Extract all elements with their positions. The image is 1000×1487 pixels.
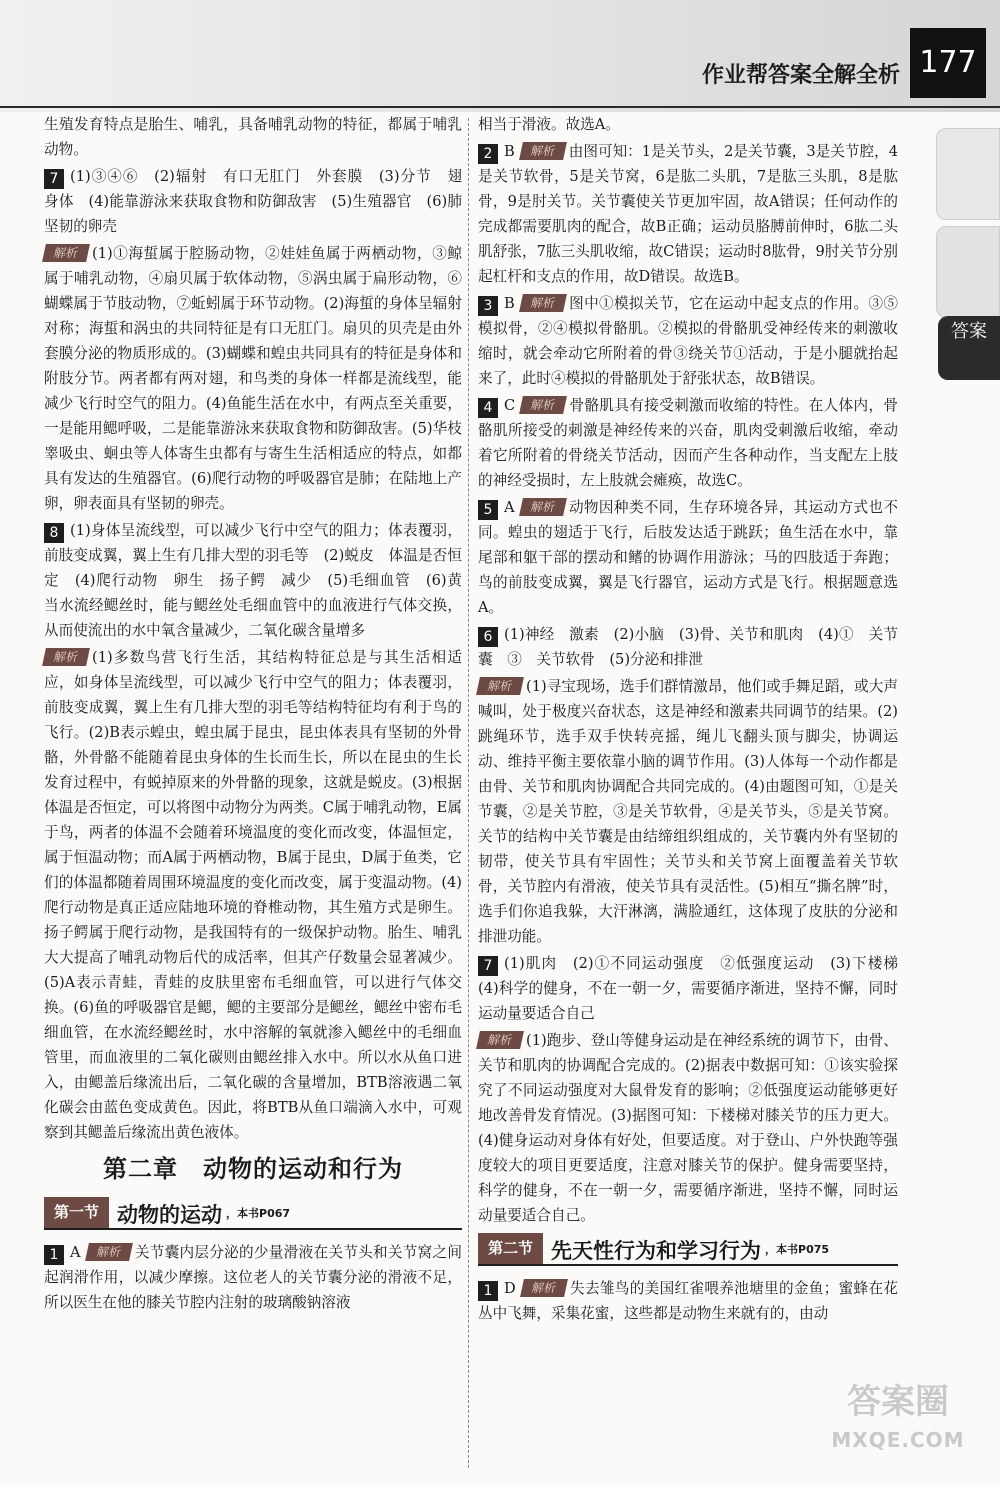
answer-choice: C [504,397,516,414]
watermark-logo-text: 答案圈 [847,1382,949,1422]
answer-choice: B [504,143,515,160]
question-8-analysis [44,645,462,1145]
s2-question-1 [478,1276,898,1326]
analysis-text: 关节囊内层分泌的少量滑液在关节头和关节窝之间起润滑作用，以减少摩擦。这位老人的关节囊分泌的滑液不足，所以医生在他的膝关节腔内注射的玻璃酸钠溶液 [44,1244,462,1311]
answer-text: (1)神经 激素 (2)小脑 (3)骨、关节和肌肉 (4)① 关节囊 ③ 关节软骨 (5)分泌和排泄 [478,626,898,668]
analysis-tag: 解析 [476,1031,524,1049]
question-7-answer [478,951,913,1026]
question-8-answer [44,518,477,643]
analysis-text: 由图可知：1是关节头，2是关节囊，3是关节腔，4是关节软骨，5是关节窝，6是肱二头肌，7是肱三头肌，8是肱骨，9是肘关节。关节囊使关节更加牢固，故A错误；任何动作的完成都需要肌肉的配合，故B正确；运动员胳膊前伸时，6肱二头肌舒张，7肱三头肌收缩，故C错误；运动时8肱骨，9肘关节分别起杠杆和支点的作用，故D错误。故选B。 [478,143,898,285]
chapter-title: 第二章 动物的运动和行为 [103,1155,403,1183]
answer-choice: B [504,295,515,312]
left-intro: 生殖发育特点是胎生、哺乳，具备哺乳动物的特征，都属于哺乳动物。 [44,116,462,158]
side-tab-answers: 答案 [938,316,1000,380]
analysis-text: 动物因种类不同，生存环境各异，其运动方式也不同。蝗虫的翅适于飞行，后肢发达适于跳跃；鱼生活在水中，靠尾部和躯干部的摆动和鳍的协调作用游泳；马的四肢适于奔跑；鸟的前肢变成翼，翼是飞行器官，运动方式是飞行。根据题意选A。 [478,499,898,616]
answer-choice: A [70,1244,81,1261]
section-1-header [44,1198,462,1230]
question-number: 4 [478,398,498,418]
question-number: 5 [478,500,498,520]
site-watermark [818,1379,978,1469]
answer-text: (1)③④⑥ (2)辐射 有口无肛门 外套膜 (3)分节 翅 身体 (4)能靠游泳来获取食物和防御敌害 (5)生殖器官 (6)肺 坚韧的卵壳 [44,168,477,235]
side-tab-blank-2 [936,226,1000,318]
answer-text: (1)身体呈流线型，可以减少飞行中空气的阻力；体表覆羽，前肢变成翼，翼上生有几排大型的羽毛等 (2)蜕皮 体温是否恒定 (4)爬行动物 卵生 扬子鳄 减少 (5)毛细血管 (6)黄 当水流经鳃丝时，能与鳃丝处毛细血管中的血液进行气体交换，从而使流出的水中氧含量减少，二氧化碳含量增多 [44,522,477,639]
analysis-tag: 解析 [42,648,90,666]
watermark-url: MXQE.COM [831,1428,965,1452]
question-7-analysis [478,1028,898,1228]
question-number: 1 [478,1281,498,1301]
s1-question-1 [44,1240,462,1315]
section-2-header [478,1234,898,1266]
analysis-text: 图中①模拟关节，它在运动中起支点的作用。③⑤模拟骨，②④模拟骨骼肌。②模拟的骨骼肌受神经传来的刺激收缩时，就会牵动它所附着的骨③绕关节①活动，于是小腿就抬起来了，此时④模拟的骨骼肌处于舒张状态，故B错误。 [478,295,898,387]
question-number: 8 [44,523,64,543]
answer-choice: A [504,499,515,516]
section-tag: 第一节 [44,1197,109,1228]
question-number: 7 [478,956,498,976]
analysis-text: (1)①海蜇属于腔肠动物，②娃娃鱼属于两栖动物，③鲸属于哺乳动物，④扇贝属于软体动物，⑤涡虫属于扁形动物，⑥蝴蝶属于节肢动物，⑦蚯蚓属于环节动物。(2)海蜇的身体呈辐射对称；海蜇和涡虫的共同特征是有口无肛门。扇贝的贝壳是由外套膜分泌的物质形成的。(3)蝴蝶和蝗虫共同具有的特征是身体和附肢分节。两者都有两对翅，和鸟类的身体一样都是流线型，能减少飞行时空气的阻力。(4)鱼能生活在水中，有两点至关重要，一是能用鳃呼吸，二是能靠游泳来获取食物和防御敌害。(5)华枝睾吸虫、蛔虫等人体寄生虫都有与寄生生活相适应的特点，如都具有发达的生殖器官。(6)爬行动物的呼吸器官是肺；在陆地上产卵，卵表面具有坚韧的卵壳。 [44,245,462,512]
analysis-tag: 解析 [42,244,90,262]
analysis-tag: 解析 [519,498,567,516]
question-6-analysis [478,674,898,949]
analysis-tag: 解析 [519,294,567,312]
analysis-tag: 解析 [520,1279,568,1297]
section-book-ref: ，本书P075 [765,1243,830,1256]
answer-choice: D [504,1280,516,1297]
question-5 [478,495,898,620]
analysis-text: 骨骼肌具有接受刺激而收缩的特性。在人体内，骨骼肌所接受的刺激是神经传来的兴奋，肌肉受刺激后收缩，牵动着它所附着的骨绕关节活动，因而产生各种动作，当支配左上肢的神经受损时，左上肢就会瘫痪，故选C。 [478,397,898,489]
column-divider [468,118,469,1468]
left-column [44,112,477,1317]
side-tab-blank-1 [936,128,1000,220]
question-7-analysis [44,241,462,516]
answer-text: (1)肌肉 (2)①不同运动强度 ②低强度运动 (3)下楼梯 (4)科学的健身，不在一朝一夕，需要循序渐进，坚持不懈，同时运动量要适合自己 [478,955,913,1022]
analysis-text: (1)跑步、登山等健身运动是在神经系统的调节下，由骨、关节和肌肉的协调配合完成的。(2)据表中数据可知：①该实验探究了不同运动强度对大鼠骨发育的影响；②低强度运动能够更好地改善骨发育情况。(3)据图可知：下楼梯对膝关节的压力更大。(4)健身运动对身体有好处，但要适度。对于登山、户外快跑等强度较大的项目更要适度，注意对膝关节的保护。健身需要坚持，科学的健身，不在一朝一夕，需要循序渐进，坚持不懈，同时运动量要适合自己。 [478,1032,898,1224]
page-number: 177 [910,28,986,98]
right-column [478,112,913,1328]
analysis-text: 失去雏鸟的美国红雀喂养池塘里的金鱼；蜜蜂在花丛中飞舞，采集花蜜，这些都是动物生来就有的，由动 [478,1280,898,1322]
question-number: 6 [478,627,498,647]
header-band [0,0,1000,112]
analysis-text: (1)多数鸟营飞行生活，其结构特征总是与其生活相适应，如身体呈流线型，可以减少飞行中空气的阻力；体表覆羽，前肢变成翼，翼上生有几排大型的羽毛等结构特征均有利于鸟的飞行。(2)B表示蝗虫，蝗虫属于昆虫，昆虫体表具有坚韧的外骨骼，外骨骼不能随着昆虫身体的生长而生长，所以在昆虫的生长发育过程中，有蜕掉原来的外骨骼的现象，这就是蜕皮。(3)根据体温是否恒定，可以将图中动物分为两类。C属于哺乳动物，E属于鸟，两者的体温不会随着环境温度的变化而改变，体温恒定，属于恒温动物；而A属于两栖动物，B属于昆虫，D属于鱼类，它们的体温都随着周围环境温度的变化而改变，属于变温动物。(4)爬行动物是真正适应陆地环境的脊椎动物，其生殖方式是卵生。扬子鳄属于爬行动物，是我国特有的一级保护动物。胎生、哺乳大大提高了哺乳动物后代的成活率，但其产仔数量会显著减少。(5)A表示青蛙，青蛙的皮肤里密布毛细血管，可以进行气体交换。(6)鱼的呼吸器官是鳃，鳃的主要部分是鳃丝，鳃丝中密布毛细血管，在水流经鳃丝时，水中溶解的氧就渗入鳃丝中的毛细血管里，而血液里的二氧化碳则由鳃丝排入水中。所以水从鱼口进入，由鳃盖后缘流出后，二氧化碳的含量增加，BTB溶液遇二氧化碳会由蓝色变成黄色。因此，将BTB从鱼口端滴入水中，可观察到其鳃盖后缘流出黄色液体。 [44,649,462,1141]
question-number: 1 [44,1245,64,1265]
right-continuation: 相当于滑液。故选A。 [478,116,620,133]
question-4 [478,393,898,493]
question-3 [478,291,898,391]
analysis-tag: 解析 [519,396,567,414]
analysis-text: (1)寻宝现场，选手们群情激昂，他们或手舞足蹈，或大声喊叫，处于极度兴奋状态，这是神经和激素共同调节的结果。(2)跳绳环节，选手双手快转亮摇，绳儿飞翻头顶与脚尖，协调运动、维持平衡主要依靠小脑的调节作用。(3)人体每一个动作都是由骨、关节和肌肉协调配合共同完成的。(4)由题图可知，①是关节囊，②是关节腔，③是关节软骨，④是关节头，⑤是关节窝。关节的结构中关节囊是由结缔组织组成的，关节囊内外有坚韧的韧带，使关节具有牢固性；关节头和关节窝上面覆盖着关节软骨，关节腔内有滑液，使关节具有灵活性。(5)相互“撕名牌”时，选手们你追我躲，大汗淋漓，满脸通红，这体现了皮肤的分泌和排泄功能。 [478,678,898,945]
analysis-tag: 解析 [519,142,567,160]
question-number: 7 [44,169,64,189]
analysis-tag: 解析 [476,677,524,695]
question-7-answer [44,164,477,239]
question-number: 3 [478,296,498,316]
header-rule [0,106,1000,108]
section-title: 先天性行为和学习行为 [551,1239,762,1263]
question-number: 2 [478,144,498,164]
analysis-tag: 解析 [85,1243,133,1261]
section-title: 动物的运动 [117,1203,223,1227]
header-title: 作业帮答案全解全析 [701,63,900,88]
section-book-ref: ，本书P067 [226,1207,291,1220]
question-2 [478,139,898,289]
section-tag: 第二节 [478,1233,543,1264]
question-6-answer [478,622,898,672]
